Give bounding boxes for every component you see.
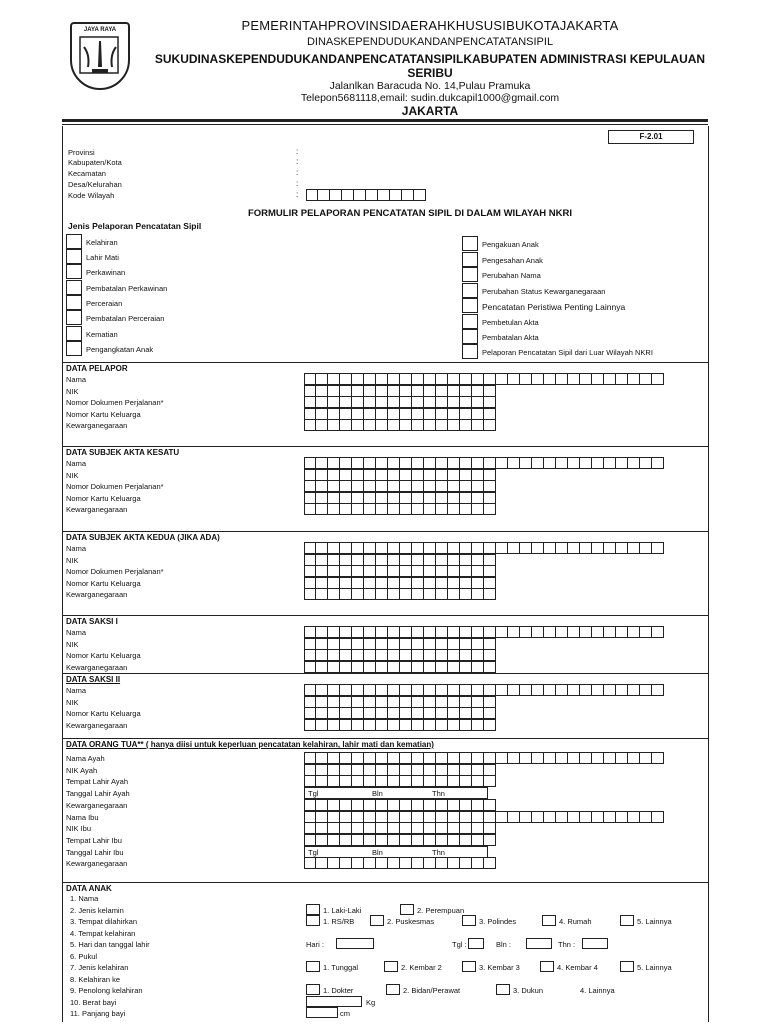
bln-box[interactable] — [526, 938, 552, 949]
pelapor-title: DATA PELAPOR — [66, 364, 128, 373]
penolong-1-label: 2. Bidan/Perawat — [403, 986, 461, 995]
saksi2-title: DATA SAKSI II — [66, 675, 121, 684]
ortu-tanggal-box[interactable] — [304, 846, 488, 858]
saksi1-input-boxes[interactable] — [304, 661, 496, 673]
header-line2: DINASKEPENDUDUKANDANPENCATATANSIPIL — [306, 36, 554, 48]
saksi1-input-boxes[interactable] — [304, 626, 664, 638]
ortu-field-label: Tanggal Lahir Ayah — [66, 789, 130, 799]
subjek1-top-rule — [62, 446, 708, 447]
tempat-2-label: 3. Polindes — [479, 917, 517, 926]
saksi2-input-boxes[interactable] — [304, 707, 496, 719]
tempat-0-label: 1. RS/RB — [323, 917, 355, 926]
bln-label: Bln : — [496, 940, 512, 949]
anak-field-label: 3. Tempat dilahirkan — [70, 917, 137, 926]
tempat-0-checkbox[interactable] — [306, 915, 320, 926]
anak-title: DATA ANAK — [66, 884, 112, 893]
header-contact: Telepon5681118,email: sudin.dukcapil1000@gmail.com — [300, 92, 560, 104]
jenis-label-left-4: Perceraian — [86, 299, 123, 308]
ortu-tgl-label: Tgl — [308, 789, 319, 799]
saksi2-input-boxes[interactable] — [304, 696, 496, 708]
tgl-box[interactable] — [468, 938, 484, 949]
header-city: JAKARTA — [401, 104, 459, 118]
subjek2-input-boxes[interactable] — [304, 565, 496, 577]
jenis-kelahiran-4-label: 5. Lainnya — [637, 963, 672, 972]
subjek1-input-boxes[interactable] — [304, 480, 496, 492]
kelamin-laki-checkbox[interactable] — [306, 904, 320, 915]
saksi1-field-label: NIK — [66, 639, 79, 649]
pelapor-input-boxes[interactable] — [304, 373, 664, 385]
tempat-1-label: 2. Puskesmas — [387, 917, 435, 926]
subjek1-field-label: NIK — [66, 470, 79, 480]
ortu-input-boxes[interactable] — [304, 834, 496, 846]
jenis-label-right-7: Pelaporan Pencatatan Sipil dari Luar Wilayah NKRI — [482, 348, 653, 357]
ortu-field-label: Nama Ayah — [66, 754, 105, 763]
pelapor-field-label: Nomor Dokumen Perjalanan* — [66, 398, 164, 407]
subjek2-field-label: Kewarganegaraan — [66, 590, 128, 599]
subjek1-field-label: Kewarganegaraan — [66, 505, 128, 514]
tempat-3-checkbox[interactable] — [542, 915, 556, 926]
saksi2-field-label: Nomor Kartu Keluarga — [66, 709, 141, 718]
jenis-kelahiran-0-label: 1. Tunggal — [323, 963, 359, 972]
thn-box[interactable] — [582, 938, 608, 949]
anak-field-label: 5. Hari dan tanggal lahir — [70, 940, 150, 949]
pelapor-input-boxes[interactable] — [304, 396, 496, 408]
region-kabupaten-label: Kabupaten/Kota — [68, 158, 122, 167]
jenis-right-checkbox-2[interactable] — [462, 267, 478, 282]
region-kode-label: Kode Wilayah — [68, 191, 115, 200]
subjek1-input-boxes[interactable] — [304, 503, 496, 515]
saksi2-top-rule — [62, 673, 708, 674]
subjek2-input-boxes[interactable] — [304, 542, 664, 554]
kelamin-perempuan-label: 2. Perempuan — [417, 905, 465, 915]
jenis-checkbox-2[interactable] — [66, 264, 82, 279]
subjek1-field-label: Nomor Dokumen Perjalanan* — [66, 482, 164, 491]
ortu-input-boxes[interactable] — [304, 811, 664, 823]
page-border-left — [62, 126, 63, 1022]
ortu-input-boxes[interactable] — [304, 775, 496, 787]
subjek1-title: DATA SUBJEK AKTA KESATU — [66, 448, 180, 457]
saksi2-field-label: Nama — [66, 686, 87, 695]
saksi2-input-boxes[interactable] — [304, 684, 664, 696]
kg-label: Kg — [366, 997, 376, 1007]
form-code: F-2.01 — [608, 130, 694, 144]
ortu-field-label: Tempat Lahir Ibu — [66, 835, 122, 845]
jenis-checkbox-6[interactable] — [66, 326, 82, 341]
jenis-label-right-1: Pengesahan Anak — [482, 256, 543, 265]
jenis-label-right-5: Pembetulan Akta — [482, 318, 539, 327]
saksi1-field-label: Nomor Kartu Keluarga — [66, 651, 141, 660]
subjek2-field-label: Nomor Kartu Keluarga — [66, 578, 141, 588]
anak-field-label: 1. Nama — [70, 894, 99, 903]
ortu-field-label: NIK Ayah — [66, 765, 98, 775]
jenis-right-checkbox-6[interactable] — [462, 329, 478, 344]
jenis-label-left-3: Pembatalan Perkawinan — [86, 284, 168, 293]
ortu-bln-label: Bln — [372, 789, 383, 799]
saksi1-field-label: Kewarganegaraan — [66, 662, 128, 672]
tempat-3-label: 4. Rumah — [559, 917, 592, 926]
anak-field-label: 10. Berat bayi — [70, 997, 117, 1007]
anak-field-label: 2. Jenis kelamin — [70, 905, 124, 915]
jenis-label-left-0: Kelahiran — [86, 238, 118, 247]
ortu-input-boxes[interactable] — [304, 857, 496, 869]
ortu-input-boxes[interactable] — [304, 822, 496, 834]
jenis-kelahiran-2-label: 3. Kembar 3 — [479, 963, 520, 972]
penolong-3-label: 4. Lainnya — [580, 986, 615, 995]
ortu-field-label: Tanggal Lahir Ibu — [66, 847, 124, 857]
saksi1-title: DATA SAKSI I — [66, 617, 118, 626]
subjek1-field-label: Nomor Kartu Keluarga — [66, 493, 141, 503]
header-rule-thin — [62, 124, 708, 125]
anak-field-label: 9. Penolong kelahiran — [70, 986, 143, 995]
pelapor-input-boxes[interactable] — [304, 408, 496, 420]
saksi1-field-label: Nama — [66, 628, 87, 637]
header-rule-thick — [62, 119, 708, 122]
ortu-bln-label: Bln — [372, 847, 383, 857]
ortu-input-boxes[interactable] — [304, 799, 496, 811]
jenis-label-right-6: Pembatalan Akta — [482, 333, 539, 342]
jenis-checkbox-7[interactable] — [66, 341, 82, 356]
jenis-checkbox-1[interactable] — [66, 249, 82, 264]
subjek2-input-boxes[interactable] — [304, 577, 496, 589]
header-address: Jalanlkan Baracuda No. 14,Pulau Pramuka — [329, 80, 531, 92]
region-provinsi-label: Provinsi — [68, 148, 95, 157]
jenis-kelahiran-1-label: 2. Kembar 2 — [401, 963, 442, 972]
region-desa-label: Desa/Kelurahan — [68, 180, 122, 189]
cm-label: cm — [340, 1009, 350, 1018]
pelapor-field-label: Nama — [66, 375, 87, 384]
page-border-right — [708, 126, 709, 1022]
jenis-label-right-3: Perubahan Status Kewarganegaraan — [482, 287, 606, 296]
anak-top-rule — [62, 882, 708, 883]
header-line3a: SUKUDINASKEPENDUDUKANDANPENCATATANSIPILKABUPATEN ADMINISTRASI KEPULAUAN — [154, 52, 706, 66]
hari-label: Hari : — [306, 940, 324, 949]
jenis-right-checkbox-0[interactable] — [462, 236, 478, 251]
pelapor-input-boxes[interactable] — [304, 419, 496, 431]
saksi1-input-boxes[interactable] — [304, 649, 496, 661]
jenis-label-right-2: Perubahan Nama — [482, 271, 541, 280]
ortu-field-label: Tempat Lahir Ayah — [66, 777, 128, 787]
jenis-checkbox-3[interactable] — [66, 280, 82, 295]
jenis-label-right-4: Pencatatan Peristiwa Penting Lainnya — [482, 302, 626, 312]
ortu-input-boxes[interactable] — [304, 764, 496, 776]
jenis-checkbox-4[interactable] — [66, 295, 82, 310]
kelamin-laki-label: 1. Laki-Laki — [323, 905, 362, 915]
penolong-0-checkbox[interactable] — [306, 984, 320, 995]
jenis-right-checkbox-7[interactable] — [462, 344, 478, 359]
ortu-tanggal-box[interactable] — [304, 787, 488, 799]
header-line1: PEMERINTAHPROVINSIDAERAHKHUSUSIBUKOTAJAKARTA — [241, 18, 619, 33]
jenis-checkbox-0[interactable] — [66, 234, 82, 249]
tempat-2-checkbox[interactable] — [462, 915, 476, 926]
jenis-right-checkbox-3[interactable] — [462, 283, 478, 298]
penolong-2-label: 3. Dukun — [513, 986, 544, 995]
anak-field-label: 11. Panjang bayi — [70, 1009, 126, 1018]
ortu-field-label: Nama Ibu — [66, 812, 99, 822]
subjek2-input-boxes[interactable] — [304, 554, 496, 566]
pelapor-input-boxes[interactable] — [304, 385, 496, 397]
subjek2-field-label: NIK — [66, 555, 79, 565]
saksi2-input-boxes[interactable] — [304, 719, 496, 731]
jenis-right-checkbox-4[interactable] — [462, 298, 478, 313]
saksi1-input-boxes[interactable] — [304, 638, 496, 650]
form-title: FORMULIR PELAPORAN PENCATATAN SIPIL DI DALAM WILAYAH NKRI — [247, 208, 573, 219]
tempat-4-label: 5. Lainnya — [637, 917, 672, 926]
anak-field-label: 6. Pukul — [70, 951, 98, 961]
ortu-top-rule — [62, 738, 708, 739]
panjang-box[interactable] — [306, 1007, 338, 1018]
subjek2-field-label: Nomor Dokumen Perjalanan* — [66, 567, 164, 576]
jenis-label-left-2: Perkawinan — [86, 268, 126, 277]
jenis-right-checkbox-5[interactable] — [462, 314, 478, 329]
jenis-label-right-0: Pengakuan Anak — [482, 240, 539, 249]
subjek1-input-boxes[interactable] — [304, 457, 664, 469]
subjek1-input-boxes[interactable] — [304, 492, 496, 504]
region-kecamatan-label: Kecamatan — [68, 169, 106, 178]
ortu-thn-label: Thn — [432, 789, 445, 799]
jenis-label-left-7: Pengangkatan Anak — [86, 345, 154, 354]
logo-text: JAYA RAYA — [83, 27, 117, 33]
anak-field-label: 7. Jenis kelahiran — [70, 963, 129, 972]
tempat-1-checkbox[interactable] — [370, 915, 384, 926]
jenis-title: Jenis Pelaporan Pencatatan Sipil — [68, 221, 202, 231]
ortu-input-boxes[interactable] — [304, 752, 664, 764]
anak-field-label: 4. Tempat kelahiran — [70, 928, 136, 938]
tempat-4-checkbox[interactable] — [620, 915, 634, 926]
penolong-1-checkbox[interactable] — [386, 984, 400, 995]
penolong-0-label: 1. Dokter — [323, 986, 354, 995]
kelamin-perempuan-checkbox[interactable] — [400, 904, 414, 915]
jenis-checkbox-5[interactable] — [66, 310, 82, 325]
subjek2-field-label: Nama — [66, 544, 87, 553]
subjek2-title: DATA SUBJEK AKTA KEDUA (JIKA ADA) — [66, 533, 220, 542]
ortu-thn-label: Thn — [432, 847, 445, 857]
anak-field-label: 8. Kelahiran ke — [70, 974, 121, 984]
jenis-kelahiran-3-label: 4. Kembar 4 — [557, 963, 598, 972]
subjek2-input-boxes[interactable] — [304, 588, 496, 600]
penolong-2-checkbox[interactable] — [496, 984, 510, 995]
berat-box[interactable] — [306, 996, 362, 1007]
ortu-tgl-label: Tgl — [308, 847, 319, 857]
jenis-kelahiran-2-checkbox[interactable] — [462, 961, 476, 972]
tgl-label: Tgl : — [452, 940, 467, 949]
pelapor-field-label: Nomor Kartu Keluarga — [66, 409, 141, 419]
jenis-kelahiran-0-checkbox[interactable] — [306, 961, 320, 972]
jenis-kelahiran-1-checkbox[interactable] — [384, 961, 398, 972]
thn-label: Thn : — [558, 940, 576, 949]
ortu-title: DATA ORANG TUA** ( hanya diisi untuk keperluan pencatatan kelahiran, lahir mati dan kematian) — [66, 740, 434, 749]
hari-box[interactable] — [336, 938, 374, 949]
subjek2-top-rule — [62, 531, 708, 532]
jenis-kelahiran-3-checkbox[interactable] — [540, 961, 554, 972]
subjek1-field-label: Nama — [66, 459, 87, 468]
saksi2-field-label: Kewarganegaraan — [66, 720, 128, 730]
pelapor-top-rule — [62, 362, 708, 363]
kode-wilayah-boxes[interactable] — [306, 189, 426, 201]
jenis-kelahiran-4-checkbox[interactable] — [620, 961, 634, 972]
pelapor-field-label: Kewarganegaraan — [66, 421, 128, 430]
ortu-field-label: Kewarganegaraan — [66, 859, 128, 869]
saksi2-field-label: NIK — [66, 697, 79, 707]
subjek1-input-boxes[interactable] — [304, 469, 496, 481]
jenis-right-checkbox-1[interactable] — [462, 252, 478, 267]
saksi1-top-rule — [62, 615, 708, 616]
ortu-field-label: Kewarganegaraan — [66, 800, 128, 810]
pelapor-field-label: NIK — [66, 386, 79, 396]
jenis-label-left-1: Lahir Mati — [86, 253, 119, 262]
jenis-label-left-5: Pembatalan Perceraian — [86, 314, 165, 323]
ortu-field-label: NIK Ibu — [66, 824, 92, 834]
header-line3b: SERIBU — [407, 66, 453, 80]
jenis-label-left-6: Kematian — [86, 330, 118, 339]
